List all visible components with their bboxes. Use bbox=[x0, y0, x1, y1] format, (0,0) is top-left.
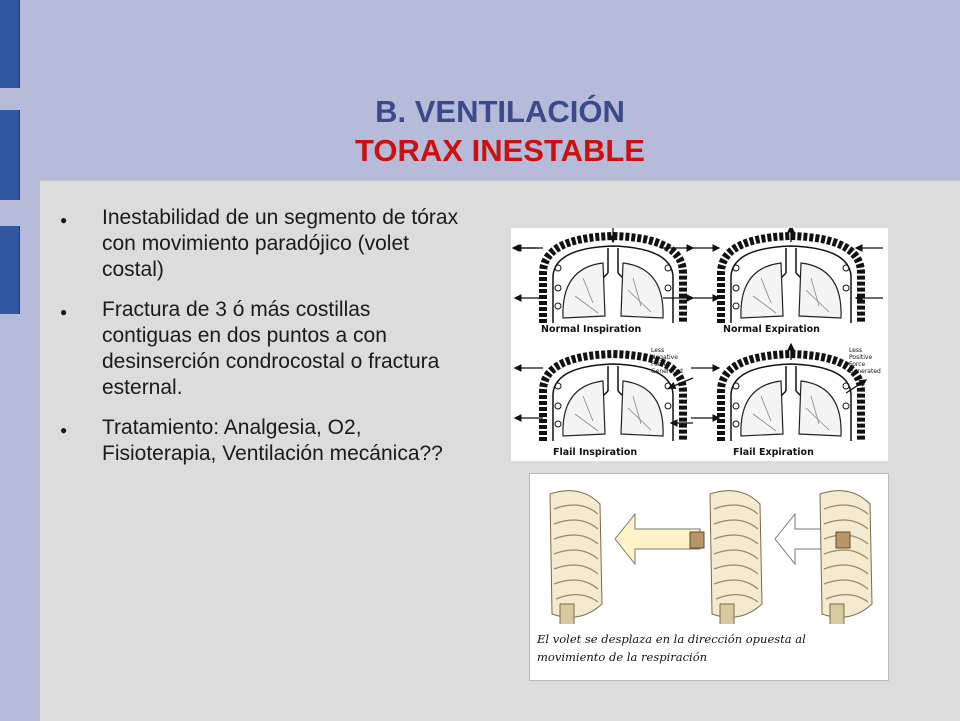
rib-cage-svg bbox=[530, 474, 888, 624]
bullet-list bbox=[60, 205, 460, 481]
note-flail-exp-1: Less bbox=[849, 347, 863, 354]
bullet-marker: ● bbox=[60, 305, 68, 319]
note-flail-insp-4: Generated bbox=[651, 368, 683, 375]
note-flail-exp-2: Positive bbox=[849, 354, 873, 361]
flail-chest-lung-diagram bbox=[511, 228, 888, 461]
caption-flail-inspiration: Flail Inspiration bbox=[553, 447, 638, 458]
volet-caption: El volet se desplaza en la dirección opuesta al movimiento de la respiración bbox=[537, 632, 806, 664]
lung-diagram-svg bbox=[511, 228, 888, 461]
bullet-item bbox=[60, 205, 460, 283]
title-ventilacion: B. VENTILACIÓN bbox=[375, 94, 625, 129]
caption-normal-expiration: Normal Expiration bbox=[723, 324, 820, 335]
note-flail-exp-3: Force bbox=[849, 361, 866, 368]
side-tab-3 bbox=[0, 226, 20, 314]
side-tab-2 bbox=[0, 110, 20, 200]
note-flail-exp-4: Generated bbox=[849, 368, 881, 375]
note-flail-insp-1: Less bbox=[651, 347, 665, 354]
bullet-item bbox=[60, 297, 460, 401]
caption-flail-expiration: Flail Expiration bbox=[733, 447, 814, 458]
title-torax-inestable: TORAX INESTABLE bbox=[355, 133, 645, 168]
caption-normal-inspiration: Normal Inspiration bbox=[541, 324, 642, 335]
bullet-text: Tratamiento: Analgesia, O2, Fisioterapia, Ventilación mecánica?? bbox=[102, 416, 443, 465]
slide-title bbox=[40, 92, 960, 170]
bullet-marker: ● bbox=[60, 423, 68, 437]
bullet-text: Inestabilidad de un segmento de tórax con movimiento paradójico (volet costal) bbox=[102, 206, 459, 281]
note-flail-insp-3: Force bbox=[651, 361, 668, 368]
bullet-text: Fractura de 3 ó más costillas contiguas en dos puntos a con desinserción condrocostal o fractura esternal. bbox=[102, 298, 440, 399]
bullet-item bbox=[60, 415, 460, 467]
bullet-marker: ● bbox=[60, 213, 68, 227]
note-flail-insp-2: Negative bbox=[651, 354, 678, 361]
side-tab-1 bbox=[0, 0, 20, 88]
